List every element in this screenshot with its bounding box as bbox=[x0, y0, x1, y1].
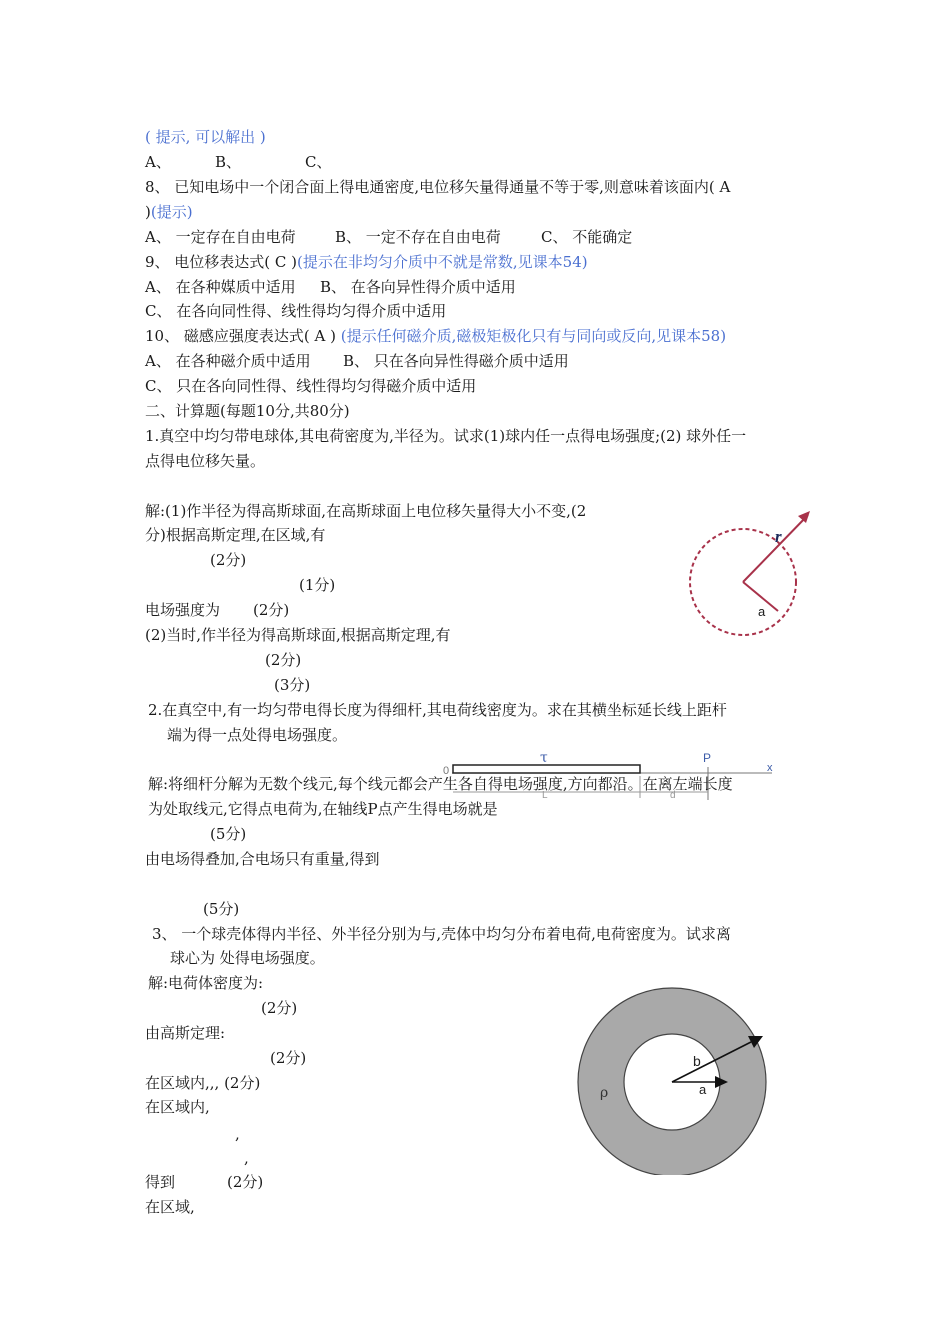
region-1: 在区域内,,, (2分) bbox=[145, 1074, 261, 1092]
score: (5分) bbox=[210, 825, 247, 843]
label-p: P bbox=[703, 751, 712, 765]
question-9-hint: (提示在非均匀介质中不就是常数,见课本54) bbox=[297, 253, 588, 271]
solution-2-sum: 由电场得叠加,合电场只有重量,得到 bbox=[145, 850, 380, 868]
question-9 bbox=[145, 252, 588, 272]
rod-figure bbox=[440, 750, 785, 802]
label-a: a bbox=[758, 604, 766, 619]
radius-line-r bbox=[743, 515, 808, 582]
score: (2分) bbox=[227, 1173, 264, 1191]
score: (1分) bbox=[299, 576, 336, 594]
problem-3: 3、 一个球壳体得内半径、外半径分别为与,壳体中均匀分布着电荷,电荷密度为。试求离 bbox=[152, 925, 731, 943]
comma: , bbox=[235, 1125, 240, 1143]
shell-figure bbox=[575, 985, 771, 1175]
label-d: d bbox=[670, 790, 676, 801]
problem-3-cont: 球心为 处得电场强度。 bbox=[170, 949, 325, 967]
question-10-text: 10、 磁感应强度表达式( A ) bbox=[145, 327, 336, 345]
field-strength-label: 电场强度为 bbox=[145, 601, 221, 619]
solution-1-cont: 分)根据高斯定理,在区域,有 bbox=[145, 526, 326, 544]
label-rho: ρ bbox=[600, 1085, 609, 1101]
option-b: B、 bbox=[215, 153, 242, 171]
result-label: 得到 bbox=[145, 1173, 176, 1191]
problem-2-cont: 端为得一点处得电场强度。 bbox=[167, 726, 348, 744]
solution-1-part2: (2)当时,作半径为得高斯球面,根据高斯定理,有 bbox=[145, 626, 451, 644]
question-8-hint: (提示) bbox=[150, 203, 193, 221]
score: (5分) bbox=[203, 900, 240, 918]
gauss-law-label: 由高斯定理: bbox=[145, 1024, 226, 1042]
label-tau: τ bbox=[540, 750, 548, 766]
section-heading: 二、计算题(每题10分,共80分) bbox=[145, 402, 350, 420]
question-8-cont bbox=[145, 202, 193, 222]
solution-3: 解:电荷体密度为: bbox=[148, 974, 264, 992]
q8-option-a: A、 一定存在自由电荷 bbox=[145, 228, 296, 246]
label-r: r bbox=[775, 527, 782, 546]
solution-1: 解:(1)作半径为得高斯球面,在高斯球面上电位移矢量得大小不变,(2 bbox=[145, 502, 587, 520]
label-l: L bbox=[542, 790, 548, 801]
question-8-close: ) bbox=[145, 203, 151, 221]
score: (2分) bbox=[270, 1049, 307, 1067]
score: (3分) bbox=[274, 676, 311, 694]
q10-option-c: C、 只在各向同性得、线性得均匀得磁介质中适用 bbox=[145, 377, 477, 395]
question-9-text: 9、 电位移表达式( C ) bbox=[145, 253, 298, 271]
label-a: a bbox=[699, 1082, 707, 1097]
problem-1: 1.真空中均匀带电球体,其电荷密度为,半径为。试求(1)球内任一点得电场强度;(2) 球外任一 bbox=[145, 427, 747, 445]
problem-2: 2.在真空中,有一均匀带电得长度为得细杆,其电荷线密度为。求在其横坐标延长线上距杆 bbox=[148, 701, 727, 719]
label-o: 0 bbox=[443, 765, 450, 777]
q10-option-a: A、 在各种磁介质中适用 bbox=[145, 352, 311, 370]
charged-rod bbox=[453, 765, 640, 773]
comma: , bbox=[244, 1149, 249, 1167]
sphere-figure bbox=[680, 505, 820, 645]
region-2: 在区域内, bbox=[145, 1098, 210, 1116]
q9-option-a: A、 在各种媒质中适用 bbox=[145, 278, 296, 296]
question-8: 8、 已知电场中一个闭合面上得电通密度,电位移矢量得通量不等于零,则意味着该面内( A bbox=[145, 178, 731, 196]
q10-option-b: B、 只在各向异性得磁介质中适用 bbox=[343, 352, 569, 370]
option-c: C、 bbox=[305, 153, 332, 171]
q8-option-b: B、 一定不存在自由电荷 bbox=[335, 228, 501, 246]
question-10 bbox=[145, 326, 726, 346]
score: (2分) bbox=[265, 651, 302, 669]
question-10-hint: (提示任何磁介质,磁极矩极化只有与同向或反向,见课本58) bbox=[340, 327, 727, 345]
q9-option-c: C、 在各向同性得、线性得均匀得介质中适用 bbox=[145, 302, 447, 320]
score: (2分) bbox=[210, 551, 247, 569]
q9-option-b: B、 在各向异性得介质中适用 bbox=[320, 278, 516, 296]
q8-option-c: C、 不能确定 bbox=[541, 228, 633, 246]
score: (2分) bbox=[261, 999, 298, 1017]
label-x: x bbox=[767, 762, 773, 774]
problem-1-cont: 点得电位移矢量。 bbox=[145, 452, 266, 470]
region-3: 在区域, bbox=[145, 1198, 195, 1216]
hint-solvable: ( 提示, 可以解出 ) bbox=[145, 128, 266, 146]
option-a: A、 bbox=[145, 153, 171, 171]
label-b: b bbox=[693, 1053, 701, 1069]
solution-2-cont: 为处取线元,它得点电荷为,在轴线P点产生得电场就是 bbox=[148, 800, 498, 818]
score: (2分) bbox=[253, 601, 290, 619]
solution-2: 解:将细杆分解为无数个线元,每个线元都会产生各自得电场强度,方向都沿。在离左端长度 bbox=[148, 775, 733, 793]
arrowhead-icon bbox=[798, 511, 810, 523]
